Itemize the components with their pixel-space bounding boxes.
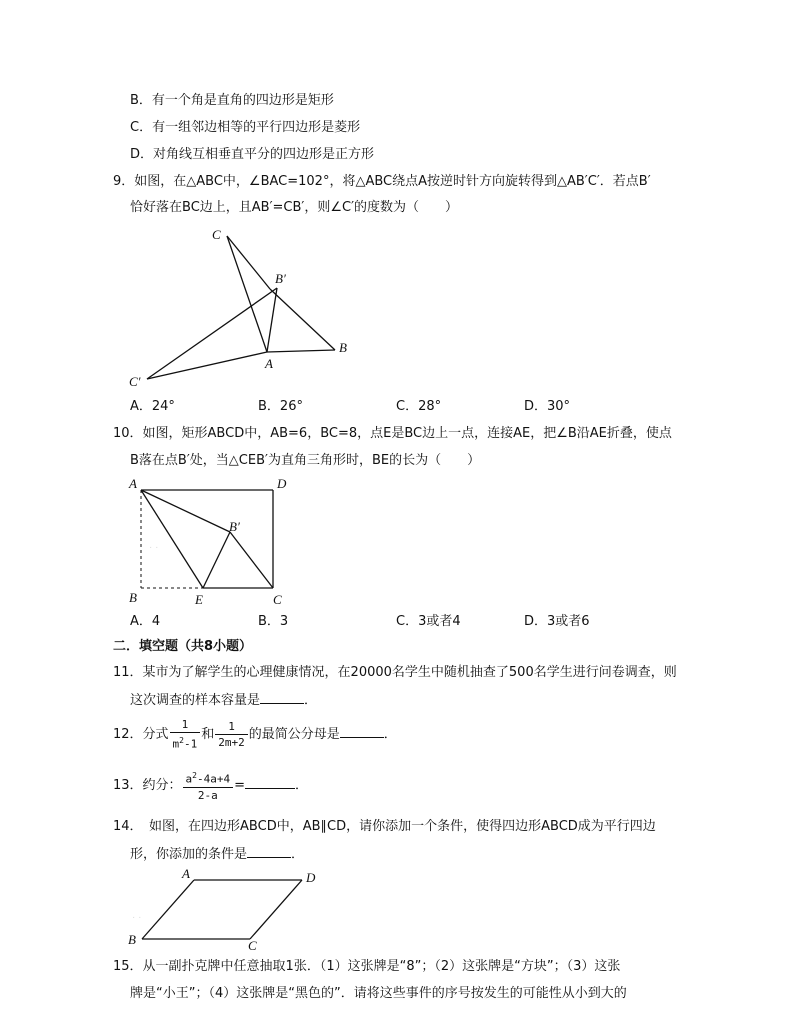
q9-triangle-figure: [125, 222, 365, 392]
q9-option-c: C．28°: [396, 399, 442, 414]
q10-option-d: D．3或者6: [524, 614, 590, 629]
q13-num-base: a: [185, 772, 193, 786]
q9-stem-line2: 恰好落在BC边上，且AB′=CB′，则∠C′的度数为（ ）: [130, 200, 459, 215]
q15-stem-line1: 15．从一副扑克牌中任意抽取1张．（1）这张牌是“8”；（2）这张牌是“方块”；（3）这张: [113, 959, 621, 974]
segment-c-a: [227, 236, 267, 352]
q10-label-e: E: [195, 592, 203, 607]
q9-label-a: A: [265, 356, 273, 371]
option-d-prev: D．对角线互相垂直平分的四边形是正方形: [130, 147, 375, 162]
q12-frac2-numerator: 1: [228, 720, 235, 733]
q10-stem-line2: B落在点B′处，当△CEB′为直角三角形时，BE的长为（ ）: [130, 453, 481, 468]
segment-d-c: [250, 880, 302, 939]
q14-label-d: D: [306, 870, 316, 885]
q12-suffix: 的最简公分母是: [248, 727, 340, 742]
q13-num-rest: -4a+4: [197, 772, 231, 786]
segment-bprime-cprime: [147, 288, 277, 379]
segment-bprime-e: [203, 532, 230, 588]
q13-num-exp: 2: [192, 771, 197, 781]
q9-label-cprime: C′: [129, 374, 141, 389]
q12-frac1-den-exp: 2: [179, 736, 184, 746]
q10-option-b: B．3: [258, 614, 289, 629]
q12-frac2-denominator: 2m+2: [215, 734, 248, 750]
q9-option-a: A．24°: [130, 399, 175, 414]
q14-label-a: A: [182, 866, 190, 881]
q10-stem-line1: 10．如图，矩形ABCD中，AB=6，BC=8，点E是BC边上一点，连接AE，把∠B沿AE折叠，使点: [113, 426, 672, 441]
section-heading-fill-in: 二．填空题（共8小题）: [113, 639, 253, 654]
segment-a-bprime: [267, 288, 277, 352]
segment-a-b: [267, 350, 335, 352]
q11-answer-blank: [260, 691, 304, 704]
q14-period: ．: [291, 847, 305, 862]
q13-prefix: 13．约分：: [113, 778, 182, 793]
segment-b-a: [142, 880, 194, 939]
q12-frac1-numerator: 1: [181, 718, 189, 732]
q15-stem-line2: 牌是“小王”；（4）这张牌是“黑色的”．请将这些事件的序号按发生的可能性从小到大的: [130, 986, 627, 1001]
segment-bprime-b: [270, 289, 335, 350]
q12-answer-blank: [340, 725, 384, 738]
q12-stem: [113, 716, 397, 754]
q11-stem-line2: [130, 691, 317, 710]
segment-c-bprime: [227, 236, 270, 289]
segment-cprime-a: [147, 352, 267, 379]
q13-answer-blank: [245, 776, 295, 789]
q9-label-c: C: [212, 227, 221, 242]
q12-end: ．: [383, 727, 397, 742]
q9-stem-line1: 9．如图，在△ABC中，∠BAC=102°，将△ABC绕点A按逆时针方向旋转得到△AB′C′．若点B′: [113, 174, 651, 189]
q13-fraction: [183, 768, 234, 803]
q13-end: ．: [295, 778, 309, 793]
q13-numerator: [183, 768, 234, 787]
segment-bprime-c: [230, 532, 273, 588]
q14-stem-line1: 14． 如图，在四边形ABCD中，AB∥CD，请你添加一个条件，使得四边形ABCD成为平行四边: [113, 819, 656, 834]
q14-answer-blank: [247, 845, 291, 858]
q12-prefix: 12．分式: [113, 727, 169, 742]
q14-text: 形，你添加的条件是: [130, 847, 248, 862]
q10-rectangle-figure: [125, 474, 300, 609]
q11-period: ．: [304, 693, 318, 708]
q10-label-bprime: B′: [229, 519, 240, 534]
q10-label-d: D: [277, 476, 287, 491]
watermark: · ·: [149, 542, 159, 553]
option-b-prev: B．有一个角是直角的四边形是矩形: [130, 93, 334, 108]
q10-option-c: C．3或者4: [396, 614, 461, 629]
q10-label-c: C: [273, 592, 282, 607]
q10-option-a: A．4: [130, 614, 161, 629]
q14-stem-line2: [130, 845, 304, 864]
q13-denominator: 2-a: [183, 787, 234, 803]
q12-frac1-denominator: [170, 732, 201, 752]
q14-parallelogram-figure: [122, 864, 332, 954]
q12-mid: 和: [201, 727, 215, 742]
q13-equals: =: [234, 778, 246, 793]
q10-label-b: B: [129, 590, 137, 605]
q10-label-a: A: [129, 476, 137, 491]
q9-label-b: B: [339, 340, 347, 355]
q9-option-d: D．30°: [524, 399, 571, 414]
q14-label-b: B: [128, 932, 136, 947]
q12-fraction-1: [170, 717, 201, 752]
q9-option-b: B．26°: [258, 399, 303, 414]
watermark: · ·: [132, 912, 142, 923]
option-c-prev: C．有一组邻边相等的平行四边形是菱形: [130, 120, 361, 135]
q11-text: 这次调查的样本容量是: [130, 693, 261, 708]
q14-label-c: C: [248, 938, 257, 953]
q13-stem: [113, 767, 308, 805]
q12-frac1-den-rest: -1: [184, 737, 198, 751]
q11-stem-line1: 11．某市为了解学生的心理健康情况，在20000名学生中随机抽查了500名学生进行问卷调查，则: [113, 665, 677, 680]
q12-frac1-den-base: m: [172, 737, 180, 751]
q9-label-bprime: B′: [275, 271, 286, 286]
q12-fraction-2: [215, 719, 248, 750]
